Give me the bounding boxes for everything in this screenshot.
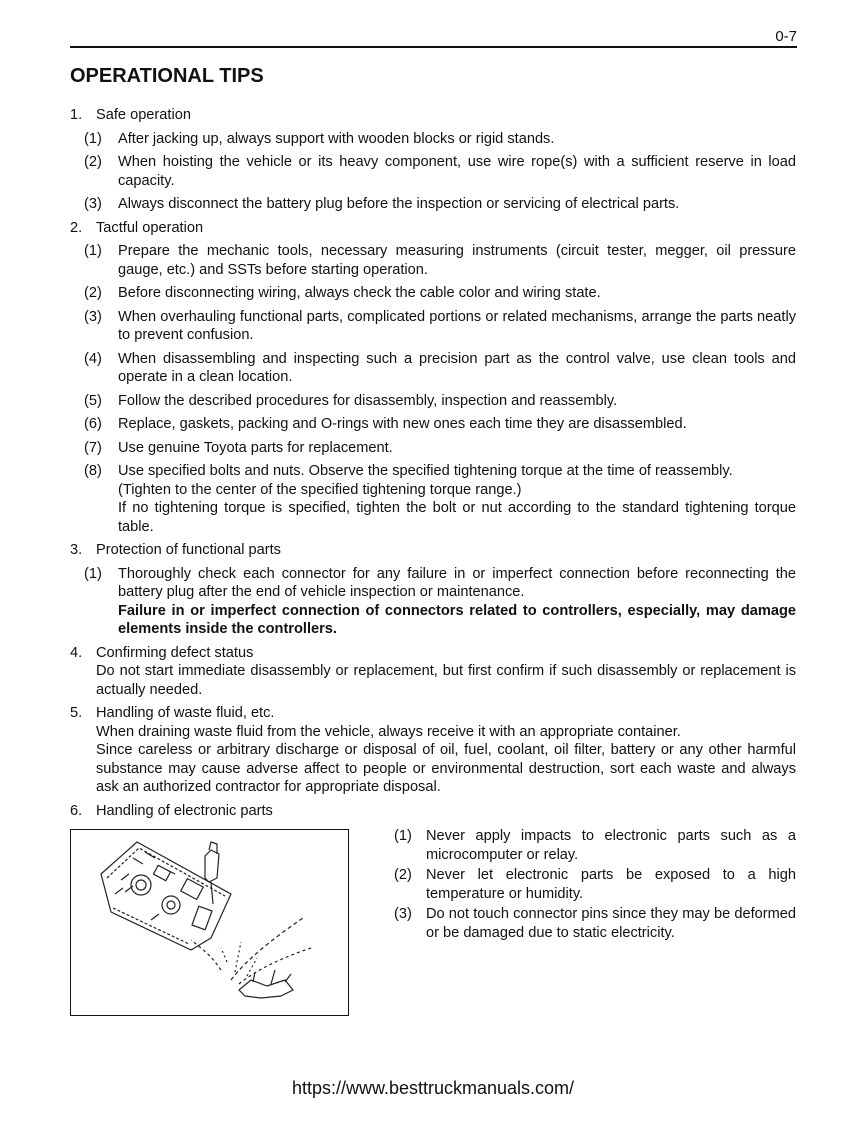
item-text: Follow the described procedures for disassembly, inspection and reassembly. <box>118 392 618 409</box>
section-title: Tactful operation <box>96 219 204 236</box>
list-item <box>394 905 796 942</box>
page-number: 0-7 <box>775 28 797 45</box>
body-paragraph: When draining waste fluid from the vehicle, always receive it with an appropriate container. <box>96 723 681 740</box>
board-outline <box>101 842 231 950</box>
item-text: Prepare the mechanic tools, necessary measuring instruments (circuit tester, megger, oil pressure gauge, etc.) and SSTs before starting operation. <box>118 243 796 278</box>
connector-plug <box>205 850 219 882</box>
section-number: 1. <box>70 107 83 123</box>
item-number: (3) <box>84 196 102 212</box>
section-number: 3. <box>70 542 83 558</box>
section-number: 4. <box>70 644 83 661</box>
section-title: Confirming defect status <box>96 644 254 661</box>
item-paragraph: (Tighten to the center of the specified tightening torque range.) <box>118 481 522 498</box>
fluid-puddle <box>239 980 293 998</box>
footer-url[interactable]: https://www.besttruckmanuals.com/ <box>291 1078 575 1098</box>
body-paragraph: Do not start immediate disassembly or replacement, but first confirm if such disassembly or replacement is actually needed. <box>96 663 796 698</box>
section-heading <box>70 644 796 663</box>
section-number: 5. <box>70 705 83 721</box>
section-heading <box>70 219 796 238</box>
item-number: (3) <box>84 308 102 325</box>
section-title: Handling of electronic parts <box>96 802 273 819</box>
list-item <box>84 462 796 536</box>
item-text: Do not touch connector pins since they may be deformed or be damaged due to static electricity. <box>426 906 796 941</box>
item-number: (2) <box>84 154 102 170</box>
section-heading <box>70 541 796 560</box>
section-heading <box>70 106 796 125</box>
list-item <box>84 242 796 279</box>
item-text: Always disconnect the battery plug before the inspection or servicing of electrical parts. <box>118 196 680 212</box>
item-text: When hoisting the vehicle or its heavy component, use wire rope(s) with a sufficient reserve in load capacity. <box>118 154 796 189</box>
list-item <box>84 195 796 214</box>
page-title: OPERATIONAL TIPS <box>70 65 264 87</box>
list-item <box>84 153 796 190</box>
header-rule <box>70 46 797 48</box>
electronic-parts-list <box>394 827 796 944</box>
section-number: 6. <box>70 802 83 819</box>
list-item <box>84 308 796 345</box>
list-item <box>394 827 796 864</box>
item-number: (1) <box>84 130 102 147</box>
section-title: Handling of waste fluid, etc. <box>96 705 275 721</box>
list-item <box>84 392 796 411</box>
section-body <box>96 723 796 797</box>
list-item <box>84 415 796 434</box>
section-title: Safe operation <box>96 107 191 123</box>
item-text <box>118 565 796 639</box>
item-text <box>118 462 796 536</box>
item-number: (4) <box>84 350 102 367</box>
item-number: (1) <box>84 243 102 259</box>
tips-content <box>70 106 796 825</box>
item-text: Replace, gaskets, packing and O-rings with new ones each time they are disassembled. <box>118 416 687 432</box>
item-text: Never let electronic parts be exposed to a high temperature or humidity. <box>426 867 796 902</box>
electronic-parts-figure <box>70 829 349 1016</box>
item-paragraph: Use specified bolts and nuts. Observe the specified tightening torque at the time of reassembly. <box>118 463 733 479</box>
list-item <box>84 439 796 458</box>
circuit-board-illustration <box>71 830 347 1014</box>
item-number: (3) <box>394 906 412 922</box>
item-text: Before disconnecting wiring, always check the cable color and wiring state. <box>118 285 601 301</box>
list-item <box>84 130 796 149</box>
section-number: 2. <box>70 219 83 236</box>
item-paragraph: If no tightening torque is specified, tighten the bolt or nut according to the standard tightening torque table. <box>118 500 796 535</box>
item-number: (7) <box>84 439 102 456</box>
list-item <box>84 284 796 303</box>
item-number: (6) <box>84 416 102 432</box>
section-title: Protection of functional parts <box>96 542 281 558</box>
list-item <box>84 565 796 639</box>
section-heading <box>70 704 796 723</box>
section-body <box>96 662 796 699</box>
item-text: Never apply impacts to electronic parts such as a microcomputer or relay. <box>426 828 796 863</box>
item-number: (1) <box>84 565 102 582</box>
item-number: (5) <box>84 392 102 409</box>
item-number: (1) <box>394 828 412 844</box>
body-paragraph: Since careless or arbitrary discharge or disposal of oil, fuel, coolant, oil filter, battery or any other harmful substance may cause adverse affect to people or environmental destruction, sort each waste and always ask an authorized contractor for appropriate disposal. <box>96 742 796 795</box>
item-text: Use genuine Toyota parts for replacement. <box>118 439 393 456</box>
item-number: (8) <box>84 463 102 479</box>
item-text: When overhauling functional parts, complicated portions or related mechanisms, arrange the parts neatly to prevent confusion. <box>118 308 796 343</box>
item-number: (2) <box>394 867 412 883</box>
item-text: After jacking up, always support with wooden blocks or rigid stands. <box>118 130 555 147</box>
item-paragraph: Thoroughly check each connector for any failure in or imperfect connection before reconnecting the battery plug after the end of vehicle inspection or maintenance. <box>118 565 796 600</box>
list-item <box>84 350 796 387</box>
section-heading <box>70 802 796 821</box>
item-number: (2) <box>84 285 102 301</box>
item-text: When disassembling and inspecting such a precision part as the control valve, use clean tools and operate in a clean location. <box>118 350 796 385</box>
warning-text: Failure in or imperfect connection of connectors related to controllers, especially, may damage elements inside the controllers. <box>118 602 796 637</box>
list-item <box>394 866 796 903</box>
